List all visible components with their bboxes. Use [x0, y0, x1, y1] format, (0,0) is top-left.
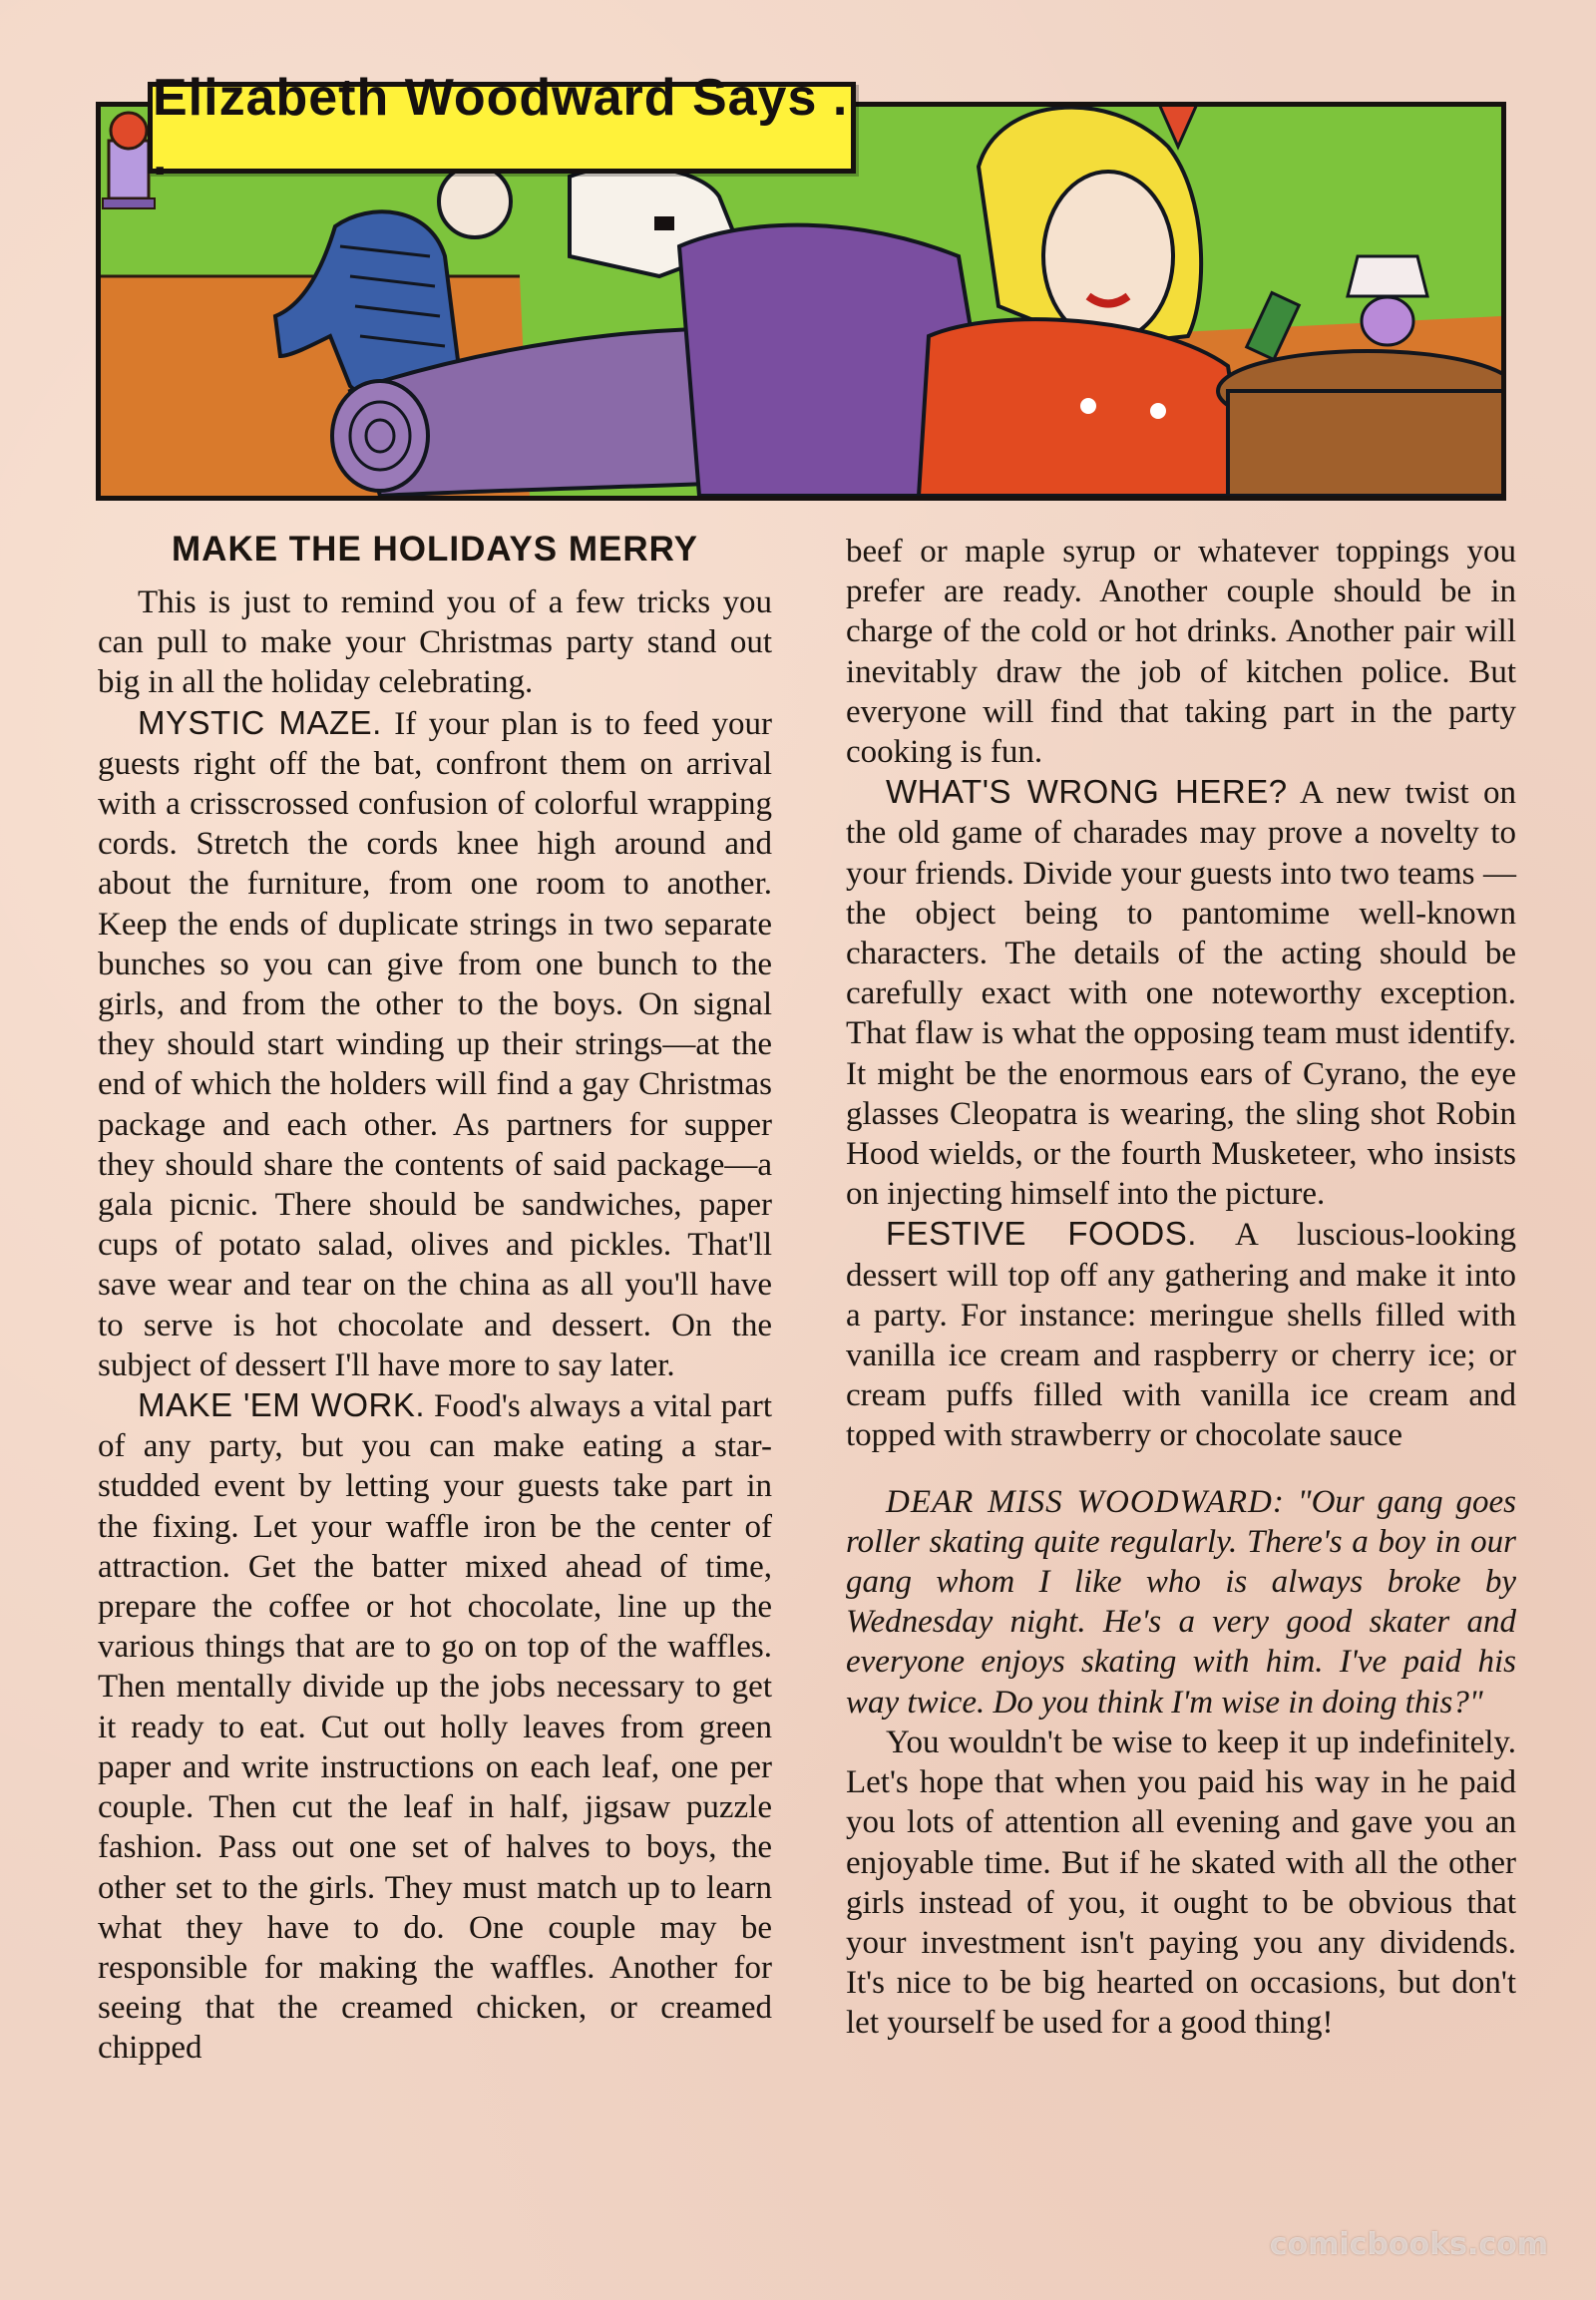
mystic-maze-paragraph [98, 703, 772, 1385]
make-em-work-lead: MAKE 'EM WORK. [138, 1386, 426, 1424]
whats-wrong-text: A new twist on the old game of charades may prove a novelty to your friends. Divide your guests into two teams — the object being to pantomime well-known characters. The details of the acting should be carefully exact with one noteworthy exception. That flaw is what the opposing team must identify. It might be the enormous ears of Cyrano, the eye glasses Cleopatra is wearing, the sling shot Robin Hood wields, or the fourth Musketeer, who insists on injecting himself into the picture. [846, 775, 1516, 1213]
mystic-maze-lead: MYSTIC MAZE. [138, 703, 382, 741]
whats-wrong-lead: WHAT'S WRONG HERE? [886, 773, 1288, 811]
whats-wrong-paragraph [846, 772, 1516, 1214]
article-heading: MAKE THE HOLIDAYS MERRY [172, 530, 698, 569]
article-right-column [846, 532, 1516, 2044]
panel-title: Elizabeth Woodward Says . . [153, 69, 849, 187]
intro-paragraph: This is just to remind you of a few tricks you can pull to make your Christmas party stand out big in all the holiday celebrating. [98, 584, 772, 701]
make-em-work-paragraph [98, 1385, 772, 2068]
mystic-maze-text: If your plan is to feed your guests right off the bat, confront them on arrival with a crisscrossed confusion of colorful wrapping cords. Stretch the cords knee high around and about the furniture, from one room to another. Keep the ends of duplicate strings in two separate bunches so you can give from one bunch to the girls, and from the other to the boys. On signal they should start winding up their strings—at the end of which the holders will find a gay Christmas package and each other. As partners for supper they should share the contents of said package—a gala picnic. There should be sandwiches, paper cups of potato salad, olives and pickles. That'll save wear and tear on the china as all you'll have to serve is hot chocolate and dessert. On the subject of dessert I'll have more to say later. [98, 705, 772, 1383]
festive-foods-paragraph [846, 1214, 1516, 1455]
festive-foods-lead: FESTIVE FOODS. [886, 1215, 1197, 1253]
site-watermark: comicbooks.com [1269, 2227, 1548, 2262]
article-left-column [98, 529, 772, 2069]
panel-title-box [148, 69, 856, 187]
reader-letter-text: "Our gang goes roller skating quite regularly. There's a boy in our gang whom I like who is always broke by Wednesday night. He's a very good skater and everyone enjoys skating with him. I've paid his way twice. Do you think I'm wise in doing this?" [846, 1483, 1516, 1721]
make-em-work-text: Food's always a vital part of any party, but you can make eating a star-studded event by letting your guests take part in the fixing. Let your waffle iron be the center of attraction. Get the batter mixed ahead of time, prepare the coffee or hot chocolate, line up the various things that are to go on top of the waffles. Then mentally divide up the jobs necessary to get it ready to eat. Cut out holly leaves from green paper and write instructions on each leaf, one per couple. Then cut the leaf in half, jigsaw puzzle fashion. Pass out one set of halves to boys, the other set to the girls. They must match up to learn what they have to do. One couple may be responsible for making the waffles. Another for seeing that the creamed chicken, or creamed chipped [98, 1388, 772, 2067]
reader-letter-salutation: DEAR MISS WOODWARD: [886, 1483, 1285, 1520]
reader-letter [846, 1482, 1516, 1723]
answer-paragraph: You wouldn't be wise to keep it up indefinitely. Let's hope that when you paid his way in he paid you lots of attention all evening and gave you an enjoyable time. But if he skated with all the other girls instead of you, it ought to be obvious that your investment isn't paying you any dividends. It's nice to be big hearted on occasions, but don't let yourself be used for a good thing! [846, 1724, 1516, 2042]
festive-foods-text: A luscious-looking dessert will top off any gathering and make it into a party. For instance: meringue shells filled with vanilla ice cream and raspberry or cherry ice; or cream puffs filled with vanilla ice cream and topped with strawberry or chocolate sauce [846, 1217, 1516, 1454]
make-em-work-continued: beef or maple syrup or whatever toppings you prefer are ready. Another couple should be in charge of the cold or hot drinks. Another pair will inevitably draw the job of kitchen police. But everyone will find that taking part in the party cooking is fun. [846, 534, 1516, 771]
